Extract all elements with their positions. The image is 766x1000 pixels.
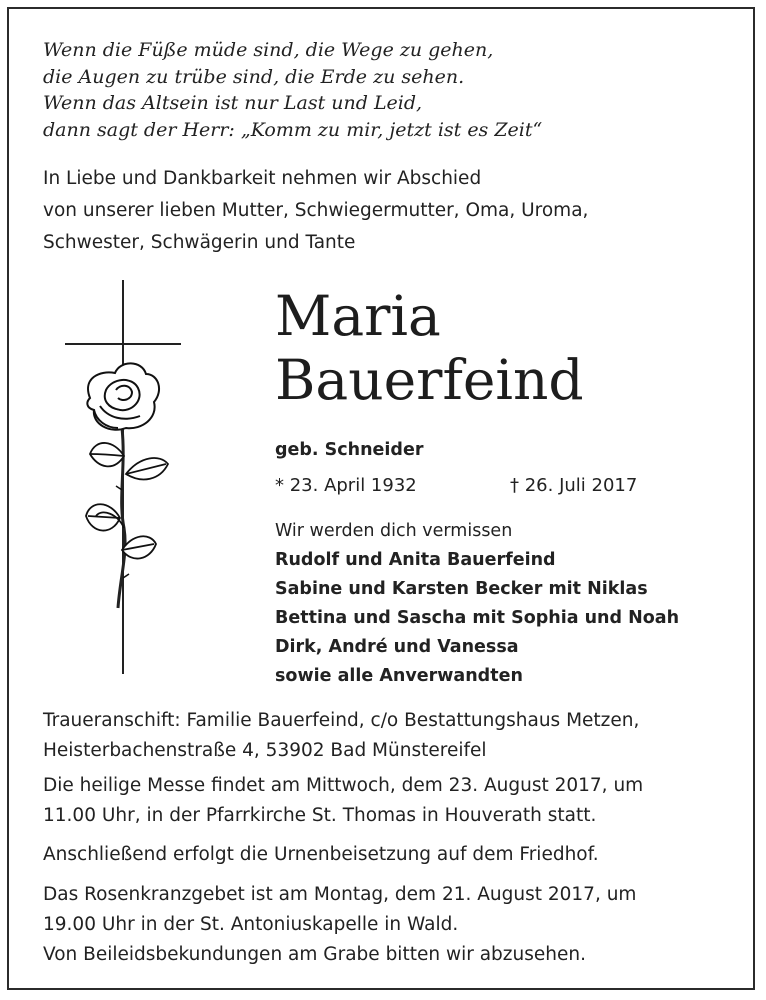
rosary-line: 19.00 Uhr in der St. Antoniuskapelle in Wald. [43, 914, 459, 935]
deceased-name [275, 284, 584, 412]
mourner-family: sowie alle Anverwandten [275, 666, 523, 686]
mass-line: 11.00 Uhr, in der Pfarrkirche St. Thomas in Houverath statt. [43, 805, 597, 826]
birth-date: * 23. April 1932 [275, 475, 417, 496]
intro-line: In Liebe und Dankbarkeit nehmen wir Abschied [43, 168, 482, 189]
rosary-line: Von Beileidsbekundungen am Grabe bitten wir abzusehen. [43, 944, 586, 965]
intro-line: von unserer lieben Mutter, Schwiegermutter, Oma, Uroma, [43, 200, 589, 221]
intro-line: Schwester, Schwägerin und Tante [43, 232, 356, 253]
memorial-poem [43, 37, 542, 143]
mass-notice [43, 771, 723, 831]
mourner-family: Bettina und Sascha mit Sophia und Noah [275, 608, 680, 628]
rosary-notice [43, 880, 723, 970]
poem-line: Wenn die Füße müde sind, die Wege zu gehen, [43, 39, 494, 61]
mourner-family: Sabine und Karsten Becker mit Niklas [275, 579, 648, 599]
mourners-block [275, 517, 679, 691]
first-name: Maria [275, 284, 441, 348]
address-line: Traueranschift: Familie Bauerfeind, c/o Bestattungshaus Metzen, [43, 710, 640, 731]
burial-notice [43, 840, 723, 870]
poem-line: Wenn das Altsein ist nur Last und Leid, [43, 92, 423, 114]
mourners-intro: Wir werden dich vermissen [275, 521, 513, 541]
rosary-line: Das Rosenkranzgebet ist am Montag, dem 21. August 2017, um [43, 884, 637, 905]
mourner-family: Rudolf und Anita Bauerfeind [275, 550, 556, 570]
last-name: Bauerfeind [275, 348, 584, 412]
mourner-family: Dirk, André und Vanessa [275, 637, 519, 657]
burial-line: Anschließend erfolgt die Urnenbeisetzung auf dem Friedhof. [43, 844, 599, 865]
poem-line: die Augen zu trübe sind, die Erde zu sehen. [43, 65, 465, 88]
death-date: † 26. Juli 2017 [510, 475, 638, 496]
cross-with-rose-icon [60, 278, 190, 678]
birth-name: geb. Schneider [275, 440, 424, 460]
poem-line: dann sagt der Herr: „Komm zu mir, jetzt ist es Zeit“ [43, 118, 543, 141]
mass-line: Die heilige Messe findet am Mittwoch, dem 23. August 2017, um [43, 775, 644, 796]
address-line: Heisterbachenstraße 4, 53902 Bad Münstereifel [43, 740, 487, 761]
condolence-address [43, 706, 723, 766]
farewell-intro [43, 163, 588, 259]
